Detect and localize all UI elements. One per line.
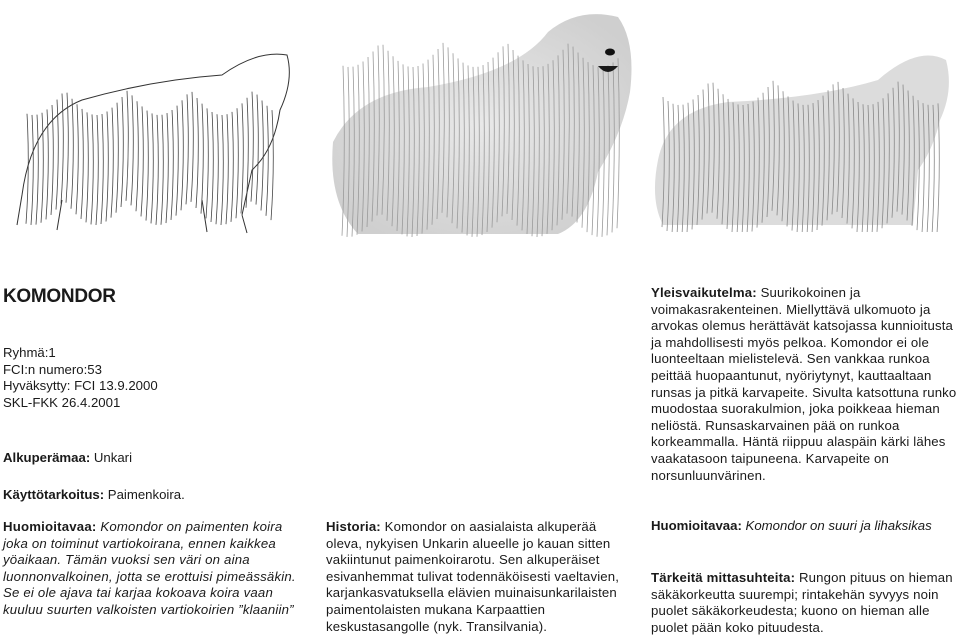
usage-value: Paimenkoira. — [104, 487, 185, 502]
skl-line: SKL-FKK 26.4.2001 — [3, 394, 121, 410]
fci-number-line: FCI:n numero:53 — [3, 361, 102, 377]
usage-label: Käyttötarkoitus: — [3, 487, 105, 502]
note-paragraph-2 — [651, 518, 957, 535]
general-appearance-paragraph — [651, 285, 957, 484]
note1-label: Huomioitavaa: — [3, 519, 97, 534]
origin-line — [3, 450, 132, 465]
note1-text: Komondor on paimenten koira joka on toiminut vartiokoirana, ennen kaikkea yöaikaan. Tämän vuoksi sen väri on aina luonnonvalkoinen, jotta se erottuisi pimeässäkin. Se ei ole ajava tai karjaa kokoava koira vaan kuuluu suurten valkoisten vartiokoirien ”klaaniin” — [3, 519, 296, 617]
komondor-photo — [318, 2, 640, 242]
coat-cords — [26, 91, 273, 225]
komondor-drawing — [648, 40, 954, 232]
dog-nose — [605, 49, 615, 56]
history-label: Historia: — [326, 519, 381, 534]
origin-label: Alkuperämaa: — [3, 450, 91, 465]
approved-line: Hyväksytty: FCI 13.9.2000 — [3, 378, 158, 394]
usage-line — [3, 487, 185, 502]
history-text: Komondor on aasialaista alkuperää oleva, nykyisen Unkarin alueelle jo kauan sitten vakiintunut paimenkoirarotu. Sen alkuperäiset esivanhemmat tulivat todennäköisesti vaeltavien, karjankasvatuksella elävien muinaisunkarilaisten paimentolaisten mukana Karpaattien keskustasangolle (nyk. Transilvania). — [326, 519, 620, 634]
komondor-line-drawing — [2, 20, 302, 250]
note2-text: Komondor on suuri ja lihaksikas — [741, 518, 932, 533]
ratios-paragraph — [651, 570, 957, 636]
general-text: Suurikokoinen ja voimakasrakenteinen. Miellyttävä ulkomuoto ja arvokas olemus herättävät katsojassa kunnioitusta ja mahdollisesti myös pelkoa. Komondor ei ole luonteeltaan mielistelevä. Sen vankkaa runkoa peittää huopaantunut, nyöriytynyt, kauttaaltaan runsas ja pitkä karvapeite. Sivulta katsottuna runko muodostaa suorakulmion, joka poikkeaa hieman neliöstä. Runsaskarvainen pää on runkoa korkeammalla. Häntä riippuu alaspäin kärki lähes vaakatasoon taipuneena. Karvapeite on norsunluunvärinen. — [651, 285, 957, 483]
history-paragraph — [326, 519, 631, 635]
page-title: KOMONDOR — [3, 286, 116, 307]
origin-value: Unkari — [90, 450, 133, 465]
ratios-label: Tärkeitä mittasuhteita: — [651, 570, 796, 585]
breed-meta — [3, 345, 158, 411]
note-paragraph-1 — [3, 519, 308, 619]
general-label: Yleisvaikutelma: — [651, 285, 757, 300]
note2-label: Huomioitavaa: — [651, 518, 742, 533]
group-line: Ryhmä:1 — [3, 345, 56, 360]
ratios-text: Rungon pituus on hieman säkäkorkeutta suurempi; rintakehän syvyys noin puolet säkäkorkeudesta; kuono on hieman alle puolet pään koko pituudesta. — [651, 570, 953, 635]
